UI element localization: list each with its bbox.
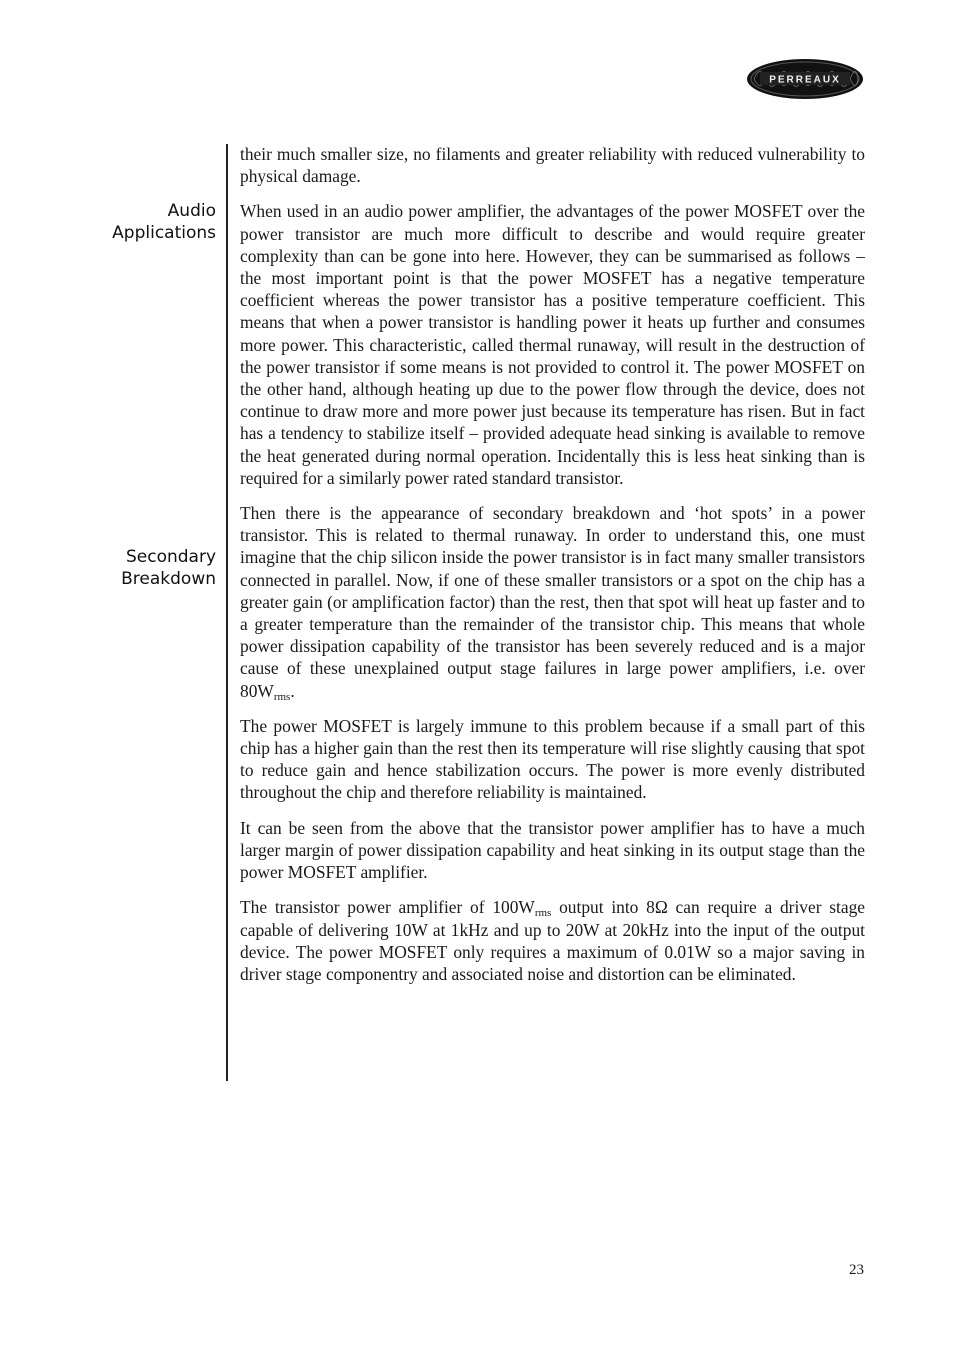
heading-audio-applications: Audio Applications	[112, 201, 216, 243]
heading-secondary-breakdown: Secondary Breakdown	[121, 547, 216, 589]
paragraph-secondary-breakdown: Then there is the appearance of secondary breakdown and ‘hot spots’ in a power transistor. This is related to thermal runaway. In order to understand this, one must imagine that the chip silicon inside the power transistor is in fact many smaller transistors connected in parallel. Now, if one of these smaller transistors or a spot on the chip has a greater gain (or amplification factor) than the rest, then that spot will heat up faster and to a greater temperature than the remainder of the transistor chip. This means that whole power dissipation capability of the transistor has been severely reduced and is a major cause of these unexplained output stage failures in large power amplifiers, i.e. over $80W_{rms}$.	[240, 503, 865, 703]
paragraph-margin: It can be seen from the above that the transistor power amplifier has to have a much larger margin of power dissipation capability and heat sinking in its output stage than the power MOSFET amplifier.	[240, 817, 865, 883]
body-text	[240, 143, 865, 998]
page-number: 23	[849, 1262, 864, 1278]
paragraph-driver-stage: The transistor power amplifier of $100W_{rms}$ output into 8Ω can require a driver stage capable of delivering 10W at 1kHz and up to 20W at 20kHz into the input of the output device. The power MOSFET only requires a maximum of 0.01W so a major saving in driver stage componentry and associated noise and distortion can be eliminated.	[240, 897, 866, 984]
perreaux-logo	[746, 58, 864, 100]
paragraph-intro: their much smaller size, no filaments and greater reliability with reduced vulnerability to physical damage.	[240, 144, 865, 187]
logo-text: PERREAUX	[769, 74, 841, 86]
paragraph-audio-applications: When used in an audio power amplifier, the advantages of the power MOSFET over the power transistor are much more difficult to describe and would require greater complexity than can be gone into here. However, they can be summarised as follows – the most important point is that the power MOSFET has a negative temperature coefficient whereas the power transistor has a positive temperature coefficient. This means that when a power transistor is handling power it heats up further and consumes more power. This characteristic, called thermal runaway, will result in the destruction of the power transistor if some means is not provided to control it. The power MOSFET on the other hand, although heating up due to the power flow through the device, does not continue to draw more and more power just because its temperature has risen. But in fact has a tendency to stabilize itself – provided adequate head sinking is available to remove the heat generated during normal operation. Incidentally this is less heat sinking than is required for a similarly power rated standard transistor.	[240, 201, 865, 488]
margin-rule	[226, 144, 228, 1081]
paragraph-mosfet-immune: The power MOSFET is largely immune to this problem because if a small part of this chip has a higher gain than the rest then its temperature will rise slightly causing that spot to reduce gain and hence stabilization occurs. The power is more evenly distributed throughout the chip and therefore reliability is maintained.	[240, 715, 865, 803]
